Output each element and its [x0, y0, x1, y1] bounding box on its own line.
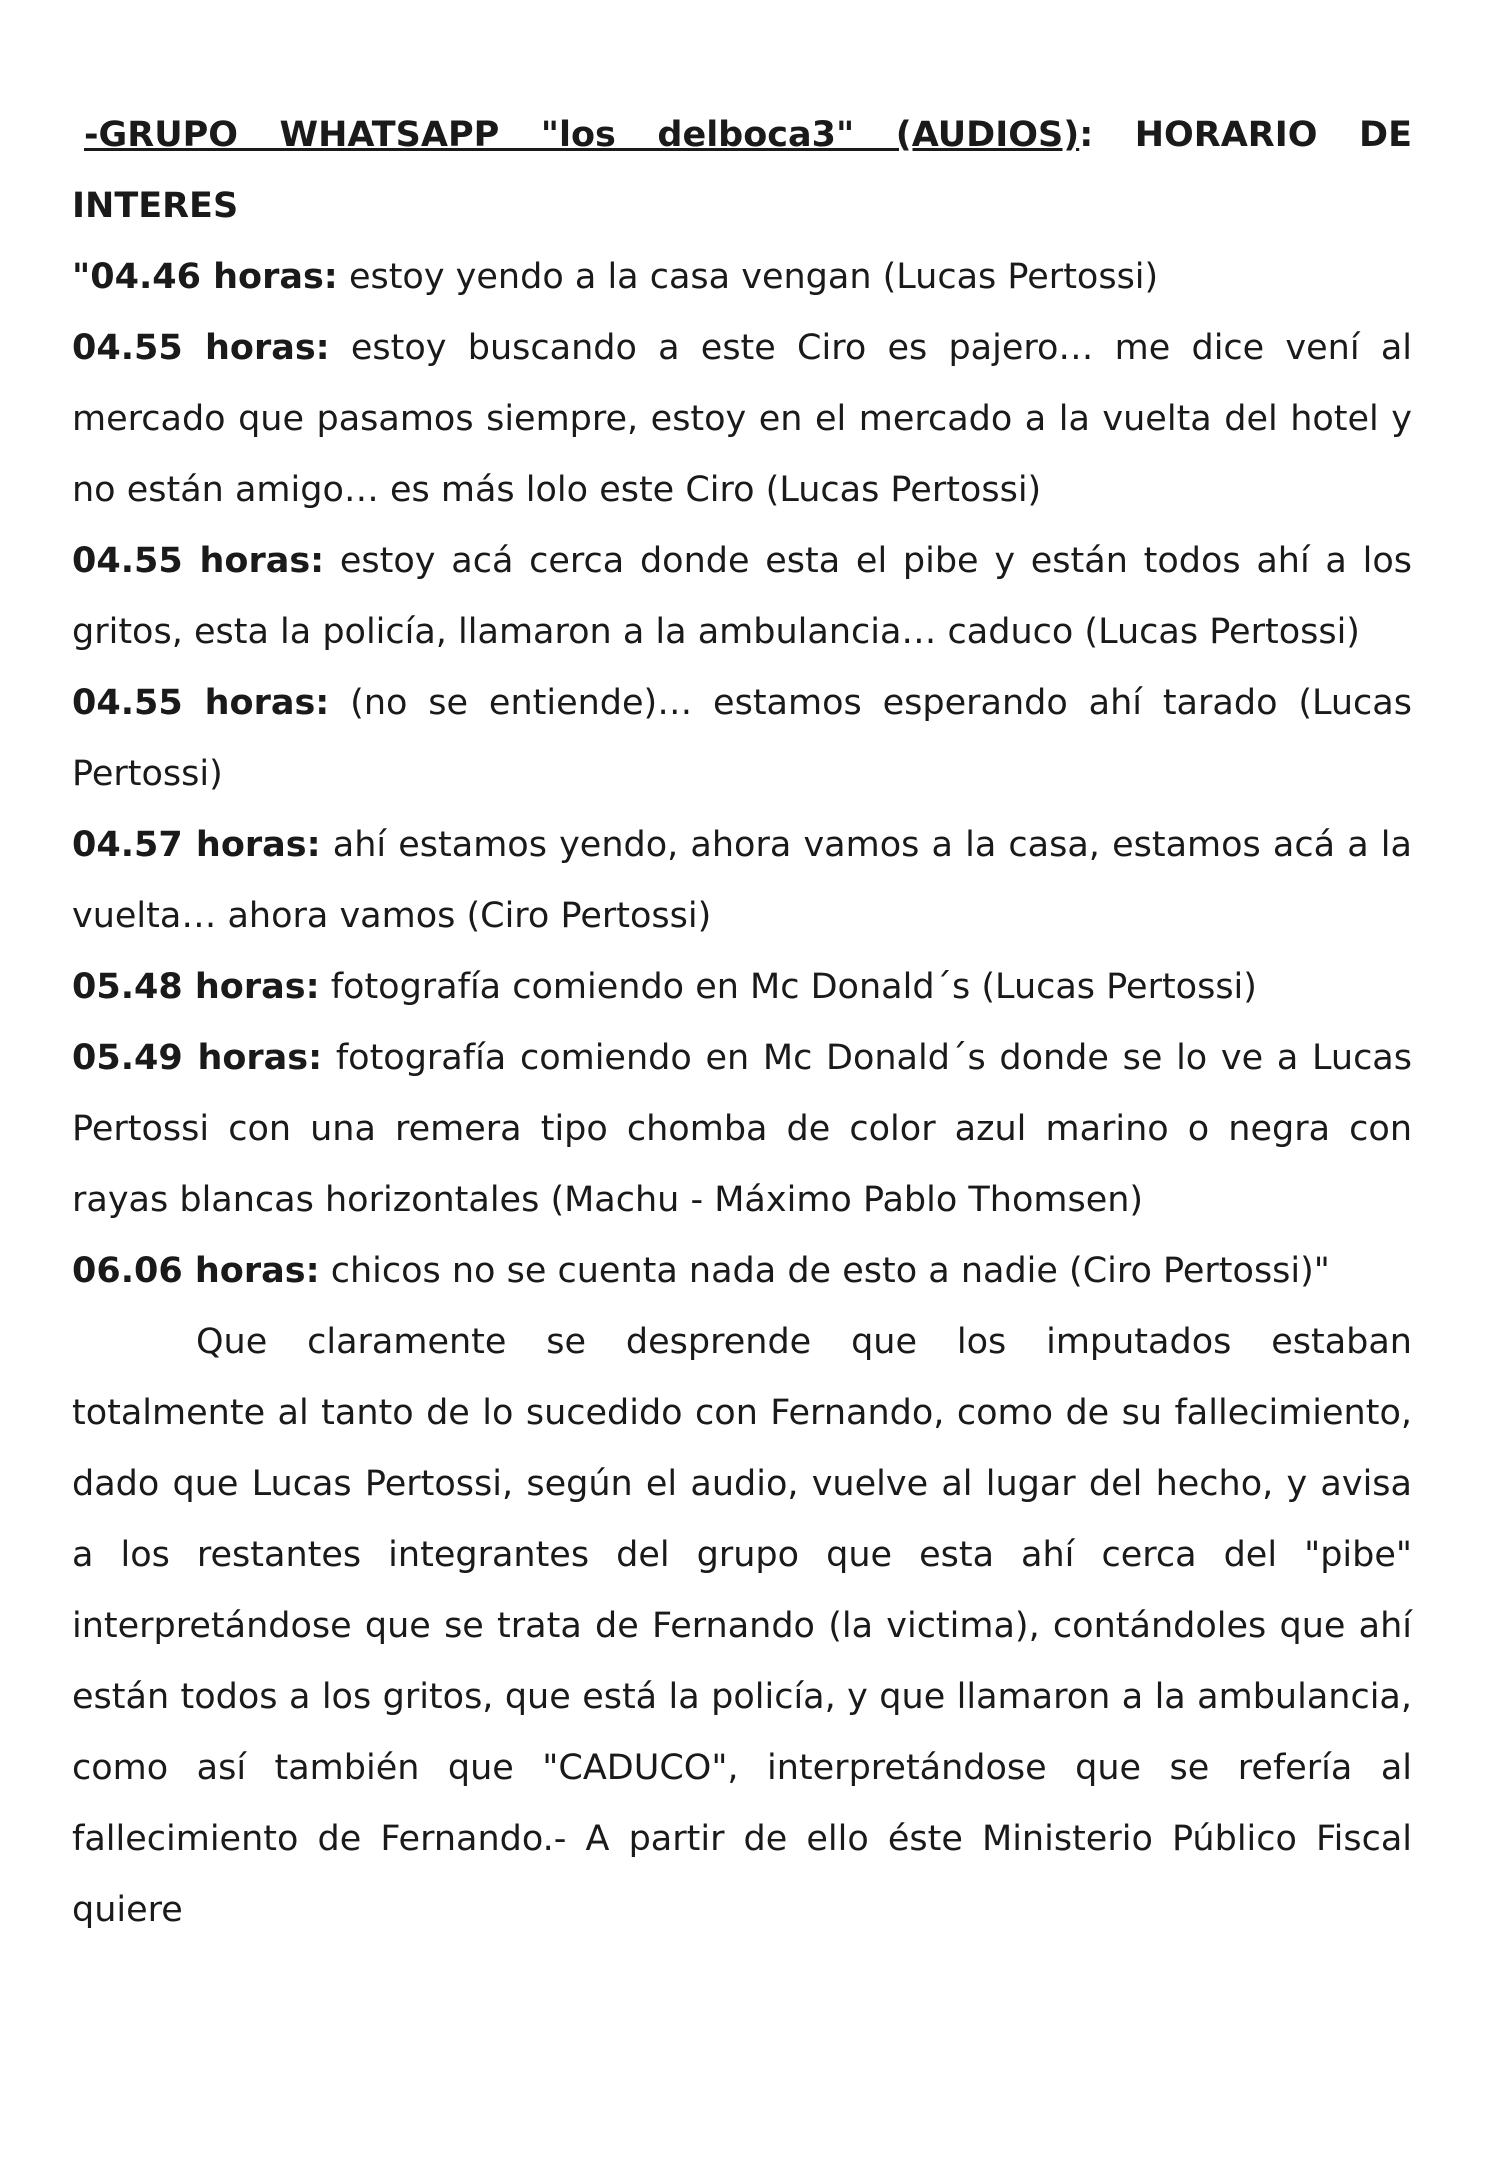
chat-entry: [72, 526, 1412, 668]
document-body: [72, 100, 1412, 1946]
chat-entry: [72, 1236, 1412, 1307]
entry-time: 04.55 horas:: [72, 683, 330, 723]
entry-time: 05.49 horas:: [72, 1038, 323, 1078]
chat-entry: [72, 668, 1412, 810]
entry-time: "04.46 horas:: [72, 257, 338, 297]
entry-text: fotografía comiendo en Mc Donald´s (Lucas Pertossi): [319, 967, 1257, 1007]
entry-text: ahí estamos yendo, ahora vamos a la casa, estamos acá a la vuelta… ahora vamos (Ciro Pertossi): [72, 825, 1412, 936]
entry-text: estoy buscando a este Ciro es pajero… me dice vení al mercado que pasamos siempre, estoy en el mercado a la vuelta del hotel y no están amigo… es más lolo este Ciro (Lucas Pertossi): [72, 328, 1412, 510]
analysis-paragraph: Que claramente se desprende que los imputados estaban totalmente al tanto de lo sucedido con Fernando, como de su fallecimiento, dado que Lucas Pertossi, según el audio, vuelve al lugar del hecho, y avisa a los restantes integrantes del grupo que esta ahí cerca del "pibe" interpretándose que se trata de Fernando (la victima), contándoles que ahí están todos a los gritos, que está la policía, y que llamaron a la ambulancia, como así también que "CADUCO", interpretándose que se refería al fallecimiento de Fernando.- A partir de ello éste Ministerio Público Fiscal quiere: [72, 1322, 1412, 1930]
chat-entry: [72, 1023, 1412, 1236]
entry-time: 04.55 horas:: [72, 541, 325, 581]
entry-time: 06.06 horas:: [72, 1251, 320, 1291]
entry-time: 04.55 horas:: [72, 328, 330, 368]
chat-entry: [72, 810, 1412, 952]
chat-entry: [72, 952, 1412, 1023]
heading-underlined: -GRUPO WHATSAPP "los delboca3" (AUDIOS): [84, 115, 1080, 155]
entry-text: estoy acá cerca donde esta el pibe y están todos ahí a los gritos, esta la policía, llamaron a la ambulancia… caduco (Lucas Pertossi): [72, 541, 1412, 652]
entry-text: chicos no se cuenta nada de esto a nadie (Ciro Pertossi)": [319, 1251, 1330, 1291]
entry-text: estoy yendo a la casa vengan (Lucas Pertossi): [337, 257, 1159, 297]
chat-entry: [72, 242, 1412, 313]
entry-time: 04.57 horas:: [72, 825, 321, 865]
section-heading: [72, 100, 1412, 242]
entry-text: fotografía comiendo en Mc Donald´s donde se lo ve a Lucas Pertossi con una remera tipo chomba de color azul marino o negra con rayas blancas horizontales (Machu - Máximo Pablo Thomsen): [72, 1038, 1412, 1220]
entry-text: (no se entiende)… estamos esperando ahí tarado (Lucas Pertossi): [72, 683, 1412, 794]
heading-rest: : HORARIO DE INTERES: [72, 115, 1412, 226]
entry-time: 05.48 horas:: [72, 967, 320, 1007]
chat-entry: [72, 313, 1412, 526]
